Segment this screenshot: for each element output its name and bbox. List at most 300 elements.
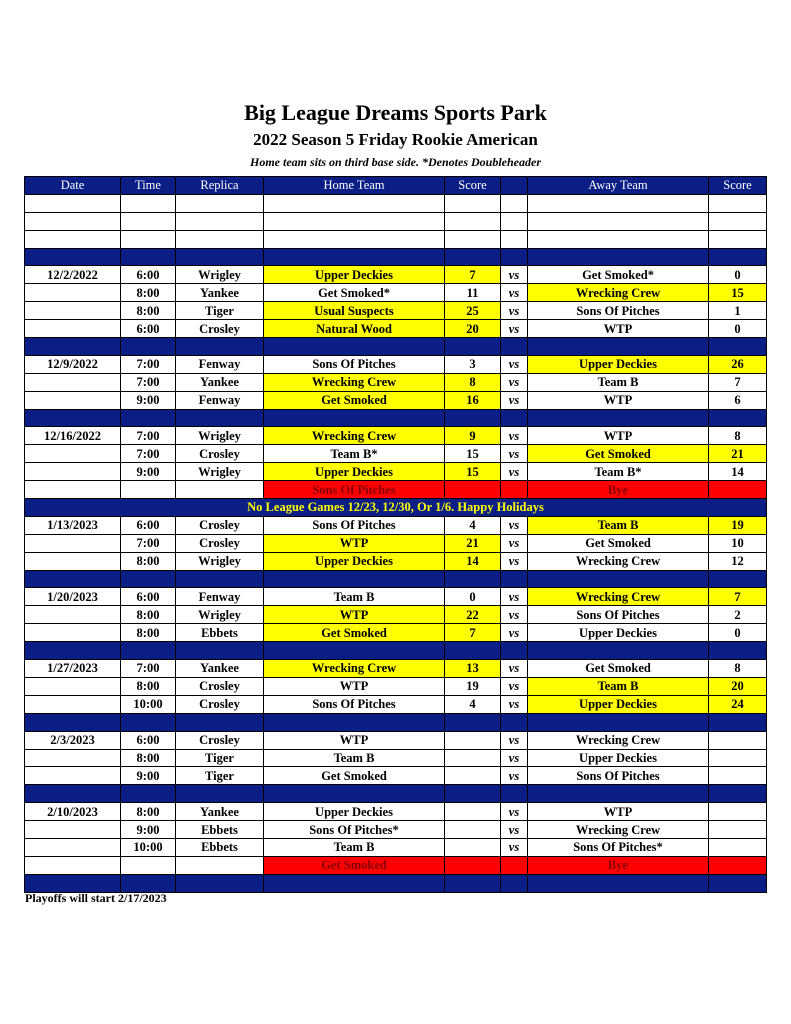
game-date: 2/3/2023	[25, 731, 121, 749]
game-date	[25, 821, 121, 839]
home-team: Wrecking Crew	[264, 660, 445, 678]
empty-cell	[176, 212, 264, 230]
game-replica: Wrigley	[176, 463, 264, 481]
home-score: 20	[445, 320, 501, 338]
away-team: Sons Of Pitches*	[528, 838, 709, 856]
vs-label: vs	[501, 284, 528, 302]
away-score: 7	[709, 373, 767, 391]
separator-cell	[528, 248, 709, 266]
game-row	[25, 821, 767, 839]
game-time: 9:00	[121, 463, 176, 481]
empty-cell	[121, 230, 176, 248]
away-team: WTP	[528, 391, 709, 409]
vs-label: vs	[501, 463, 528, 481]
separator-cell	[501, 570, 528, 588]
game-date: 2/10/2023	[25, 803, 121, 821]
separator-cell	[264, 338, 445, 356]
col-replica: Replica	[176, 177, 264, 195]
home-team: Sons Of Pitches*	[264, 821, 445, 839]
empty-cell	[528, 194, 709, 212]
away-score	[709, 803, 767, 821]
game-row	[25, 266, 767, 284]
game-row	[25, 838, 767, 856]
away-team: Team B*	[528, 463, 709, 481]
game-date	[25, 606, 121, 624]
home-team: Sons Of Pitches	[264, 355, 445, 373]
empty-cell	[25, 230, 121, 248]
separator-cell	[264, 642, 445, 660]
home-score: 7	[445, 624, 501, 642]
home-team: Get Smoked*	[264, 284, 445, 302]
game-replica: Tiger	[176, 767, 264, 785]
vs-label: vs	[501, 624, 528, 642]
game-date: 1/27/2023	[25, 660, 121, 678]
vs-label: vs	[501, 427, 528, 445]
vs-label: vs	[501, 355, 528, 373]
separator-cell	[25, 338, 121, 356]
game-row	[25, 731, 767, 749]
separator-cell	[709, 409, 767, 427]
vs-label: vs	[501, 838, 528, 856]
away-team: Wrecking Crew	[528, 731, 709, 749]
game-row	[25, 373, 767, 391]
home-score	[445, 767, 501, 785]
schedule-table	[24, 176, 767, 893]
vs-label: vs	[501, 767, 528, 785]
game-row	[25, 534, 767, 552]
bye-team: Sons Of Pitches	[264, 481, 445, 499]
home-score: 22	[445, 606, 501, 624]
empty-cell	[501, 230, 528, 248]
game-row	[25, 606, 767, 624]
game-date	[25, 373, 121, 391]
home-team: Wrecking Crew	[264, 427, 445, 445]
away-score: 10	[709, 534, 767, 552]
away-score	[709, 767, 767, 785]
away-team: Wrecking Crew	[528, 284, 709, 302]
empty-cell	[264, 194, 445, 212]
game-replica: Wrigley	[176, 552, 264, 570]
bye-row	[25, 856, 767, 874]
away-score	[709, 838, 767, 856]
away-score: 6	[709, 391, 767, 409]
empty-cell	[264, 212, 445, 230]
away-team: WTP	[528, 803, 709, 821]
game-date	[25, 749, 121, 767]
game-time: 8:00	[121, 302, 176, 320]
game-replica: Tiger	[176, 749, 264, 767]
game-date	[25, 695, 121, 713]
page-title: Big League Dreams Sports Park	[244, 100, 547, 125]
game-replica: Crosley	[176, 445, 264, 463]
game-replica: Ebbets	[176, 821, 264, 839]
empty-cell	[264, 230, 445, 248]
game-date	[25, 534, 121, 552]
game-time: 8:00	[121, 606, 176, 624]
home-team: Sons Of Pitches	[264, 516, 445, 534]
empty-row	[25, 194, 767, 212]
away-team: Team B	[528, 373, 709, 391]
separator-cell	[709, 338, 767, 356]
away-team: Upper Deckies	[528, 749, 709, 767]
separator-cell	[445, 338, 501, 356]
separator-cell	[121, 570, 176, 588]
away-score: 2	[709, 606, 767, 624]
home-team-note: Home team sits on third base side. *Denotes Doubleheader	[250, 155, 541, 169]
empty-cell	[709, 194, 767, 212]
game-time: 6:00	[121, 320, 176, 338]
empty-cell	[25, 212, 121, 230]
game-row	[25, 516, 767, 534]
away-team: Sons Of Pitches	[528, 302, 709, 320]
bye-label: Bye	[528, 481, 709, 499]
home-score	[445, 803, 501, 821]
vs-label: vs	[501, 516, 528, 534]
game-replica: Yankee	[176, 373, 264, 391]
empty-cell	[176, 194, 264, 212]
separator-cell	[445, 570, 501, 588]
replica-cell	[176, 856, 264, 874]
home-score	[445, 838, 501, 856]
vs-label: vs	[501, 803, 528, 821]
away-score: 8	[709, 660, 767, 678]
vs-label: vs	[501, 445, 528, 463]
away-team: Wrecking Crew	[528, 588, 709, 606]
separator-cell	[501, 642, 528, 660]
separator-row	[25, 874, 767, 892]
away-score: 24	[709, 695, 767, 713]
bye-score	[709, 481, 767, 499]
separator-cell	[501, 248, 528, 266]
away-score: 19	[709, 516, 767, 534]
separator-cell	[709, 248, 767, 266]
away-team: Get Smoked	[528, 445, 709, 463]
col-away-team: Away Team	[528, 177, 709, 195]
separator-cell	[121, 248, 176, 266]
vs-label: vs	[501, 391, 528, 409]
away-score: 0	[709, 624, 767, 642]
separator-cell	[264, 713, 445, 731]
game-time: 7:00	[121, 355, 176, 373]
separator-row	[25, 785, 767, 803]
game-replica: Crosley	[176, 534, 264, 552]
bye-row	[25, 481, 767, 499]
home-score: 3	[445, 355, 501, 373]
vs-label: vs	[501, 660, 528, 678]
playoffs-note: Playoffs will start 2/17/2023	[25, 891, 167, 905]
away-score: 1	[709, 302, 767, 320]
game-date	[25, 767, 121, 785]
game-time: 8:00	[121, 749, 176, 767]
game-replica: Crosley	[176, 695, 264, 713]
time-cell	[121, 481, 176, 499]
separator-cell	[264, 248, 445, 266]
away-team: Sons Of Pitches	[528, 767, 709, 785]
home-score: 9	[445, 427, 501, 445]
separator-cell	[528, 874, 709, 892]
separator-cell	[528, 338, 709, 356]
game-row	[25, 588, 767, 606]
game-row	[25, 284, 767, 302]
separator-cell	[501, 874, 528, 892]
game-date	[25, 838, 121, 856]
away-team: Wrecking Crew	[528, 821, 709, 839]
empty-cell	[501, 212, 528, 230]
game-row	[25, 749, 767, 767]
away-team: Get Smoked	[528, 534, 709, 552]
home-score: 7	[445, 266, 501, 284]
separator-row	[25, 248, 767, 266]
game-date	[25, 463, 121, 481]
empty-cell	[709, 212, 767, 230]
replica-cell	[176, 481, 264, 499]
separator-cell	[445, 874, 501, 892]
col-date: Date	[25, 177, 121, 195]
separator-cell	[176, 874, 264, 892]
game-replica: Yankee	[176, 284, 264, 302]
bye-vs	[501, 856, 528, 874]
separator-cell	[709, 874, 767, 892]
home-team: Upper Deckies	[264, 463, 445, 481]
empty-cell	[528, 230, 709, 248]
away-team: Upper Deckies	[528, 624, 709, 642]
home-score: 25	[445, 302, 501, 320]
away-score: 14	[709, 463, 767, 481]
game-row	[25, 355, 767, 373]
separator-cell	[264, 785, 445, 803]
away-team: Upper Deckies	[528, 695, 709, 713]
bye-vs	[501, 481, 528, 499]
separator-cell	[176, 713, 264, 731]
separator-row	[25, 642, 767, 660]
game-time: 10:00	[121, 695, 176, 713]
game-replica: Yankee	[176, 803, 264, 821]
home-score: 11	[445, 284, 501, 302]
col-away-score: Score	[709, 177, 767, 195]
away-score: 0	[709, 266, 767, 284]
vs-label: vs	[501, 302, 528, 320]
game-row	[25, 695, 767, 713]
game-date	[25, 677, 121, 695]
home-score	[445, 749, 501, 767]
away-score: 7	[709, 588, 767, 606]
home-score: 4	[445, 695, 501, 713]
bye-label: Bye	[528, 856, 709, 874]
announcement-row	[25, 499, 767, 517]
empty-cell	[25, 194, 121, 212]
empty-cell	[445, 212, 501, 230]
separator-cell	[25, 713, 121, 731]
game-row	[25, 767, 767, 785]
game-time: 8:00	[121, 803, 176, 821]
header-row	[25, 177, 767, 195]
away-score: 20	[709, 677, 767, 695]
home-team: Upper Deckies	[264, 266, 445, 284]
game-row	[25, 302, 767, 320]
game-replica: Crosley	[176, 320, 264, 338]
time-cell	[121, 856, 176, 874]
game-date: 1/13/2023	[25, 516, 121, 534]
separator-cell	[25, 570, 121, 588]
bye-team: Get Smoked	[264, 856, 445, 874]
home-score: 21	[445, 534, 501, 552]
separator-cell	[25, 248, 121, 266]
separator-cell	[176, 409, 264, 427]
game-row	[25, 320, 767, 338]
separator-row	[25, 409, 767, 427]
game-date	[25, 302, 121, 320]
game-time: 9:00	[121, 821, 176, 839]
away-score	[709, 731, 767, 749]
game-replica: Crosley	[176, 516, 264, 534]
separator-cell	[121, 409, 176, 427]
separator-cell	[445, 409, 501, 427]
vs-label: vs	[501, 731, 528, 749]
home-team: Upper Deckies	[264, 803, 445, 821]
game-row	[25, 803, 767, 821]
away-team: Team B	[528, 516, 709, 534]
away-team: Team B	[528, 677, 709, 695]
separator-cell	[501, 785, 528, 803]
separator-row	[25, 338, 767, 356]
separator-cell	[445, 248, 501, 266]
away-score: 0	[709, 320, 767, 338]
home-team: Get Smoked	[264, 624, 445, 642]
game-time: 6:00	[121, 731, 176, 749]
home-score: 15	[445, 445, 501, 463]
home-score: 4	[445, 516, 501, 534]
separator-row	[25, 570, 767, 588]
vs-label: vs	[501, 821, 528, 839]
away-score: 21	[709, 445, 767, 463]
home-team: Team B	[264, 749, 445, 767]
game-time: 8:00	[121, 552, 176, 570]
separator-cell	[176, 570, 264, 588]
vs-label: vs	[501, 588, 528, 606]
game-row	[25, 552, 767, 570]
bye-score	[709, 856, 767, 874]
vs-label: vs	[501, 749, 528, 767]
game-time: 7:00	[121, 534, 176, 552]
separator-cell	[709, 785, 767, 803]
game-replica: Ebbets	[176, 624, 264, 642]
vs-label: vs	[501, 373, 528, 391]
bye-score	[445, 481, 501, 499]
game-replica: Fenway	[176, 588, 264, 606]
away-team: Sons Of Pitches	[528, 606, 709, 624]
home-score: 0	[445, 588, 501, 606]
away-team: WTP	[528, 427, 709, 445]
home-score: 14	[445, 552, 501, 570]
home-score	[445, 731, 501, 749]
empty-row	[25, 230, 767, 248]
separator-cell	[264, 874, 445, 892]
separator-cell	[445, 713, 501, 731]
separator-cell	[528, 409, 709, 427]
game-time: 7:00	[121, 427, 176, 445]
separator-cell	[121, 338, 176, 356]
separator-cell	[528, 713, 709, 731]
game-replica: Fenway	[176, 355, 264, 373]
home-team: Team B	[264, 838, 445, 856]
home-team: WTP	[264, 606, 445, 624]
game-time: 6:00	[121, 266, 176, 284]
home-score: 15	[445, 463, 501, 481]
game-time: 7:00	[121, 660, 176, 678]
game-time: 6:00	[121, 588, 176, 606]
game-date: 12/2/2022	[25, 266, 121, 284]
separator-cell	[121, 713, 176, 731]
game-row	[25, 427, 767, 445]
empty-cell	[528, 212, 709, 230]
vs-label: vs	[501, 534, 528, 552]
separator-cell	[264, 570, 445, 588]
away-score	[709, 821, 767, 839]
game-replica: Wrigley	[176, 606, 264, 624]
announcement-text: No League Games 12/23, 12/30, Or 1/6. Happy Holidays	[25, 499, 767, 517]
bye-score	[445, 856, 501, 874]
home-team: Wrecking Crew	[264, 373, 445, 391]
game-replica: Wrigley	[176, 427, 264, 445]
separator-cell	[264, 409, 445, 427]
empty-row	[25, 212, 767, 230]
game-replica: Tiger	[176, 302, 264, 320]
separator-cell	[528, 785, 709, 803]
game-row	[25, 660, 767, 678]
game-time: 8:00	[121, 677, 176, 695]
vs-label: vs	[501, 677, 528, 695]
game-row	[25, 463, 767, 481]
separator-row	[25, 713, 767, 731]
home-score	[445, 821, 501, 839]
date-cell	[25, 481, 121, 499]
game-time: 8:00	[121, 624, 176, 642]
game-date	[25, 552, 121, 570]
separator-cell	[709, 713, 767, 731]
game-date	[25, 624, 121, 642]
away-score: 26	[709, 355, 767, 373]
home-team: Team B*	[264, 445, 445, 463]
home-team: Get Smoked	[264, 391, 445, 409]
away-team: WTP	[528, 320, 709, 338]
home-team: WTP	[264, 731, 445, 749]
away-team: Wrecking Crew	[528, 552, 709, 570]
separator-cell	[121, 874, 176, 892]
home-team: Get Smoked	[264, 767, 445, 785]
col-home-score: Score	[445, 177, 501, 195]
separator-cell	[176, 338, 264, 356]
separator-cell	[25, 874, 121, 892]
away-team: Get Smoked*	[528, 266, 709, 284]
game-row	[25, 445, 767, 463]
vs-label: vs	[501, 552, 528, 570]
game-time: 7:00	[121, 445, 176, 463]
empty-cell	[121, 212, 176, 230]
vs-label: vs	[501, 606, 528, 624]
game-replica: Crosley	[176, 677, 264, 695]
empty-cell	[445, 230, 501, 248]
separator-cell	[528, 570, 709, 588]
home-team: WTP	[264, 534, 445, 552]
game-time: 8:00	[121, 284, 176, 302]
vs-label: vs	[501, 695, 528, 713]
empty-cell	[121, 194, 176, 212]
home-team: WTP	[264, 677, 445, 695]
away-team: Upper Deckies	[528, 355, 709, 373]
col-vs	[501, 177, 528, 195]
game-date: 12/9/2022	[25, 355, 121, 373]
separator-cell	[121, 785, 176, 803]
